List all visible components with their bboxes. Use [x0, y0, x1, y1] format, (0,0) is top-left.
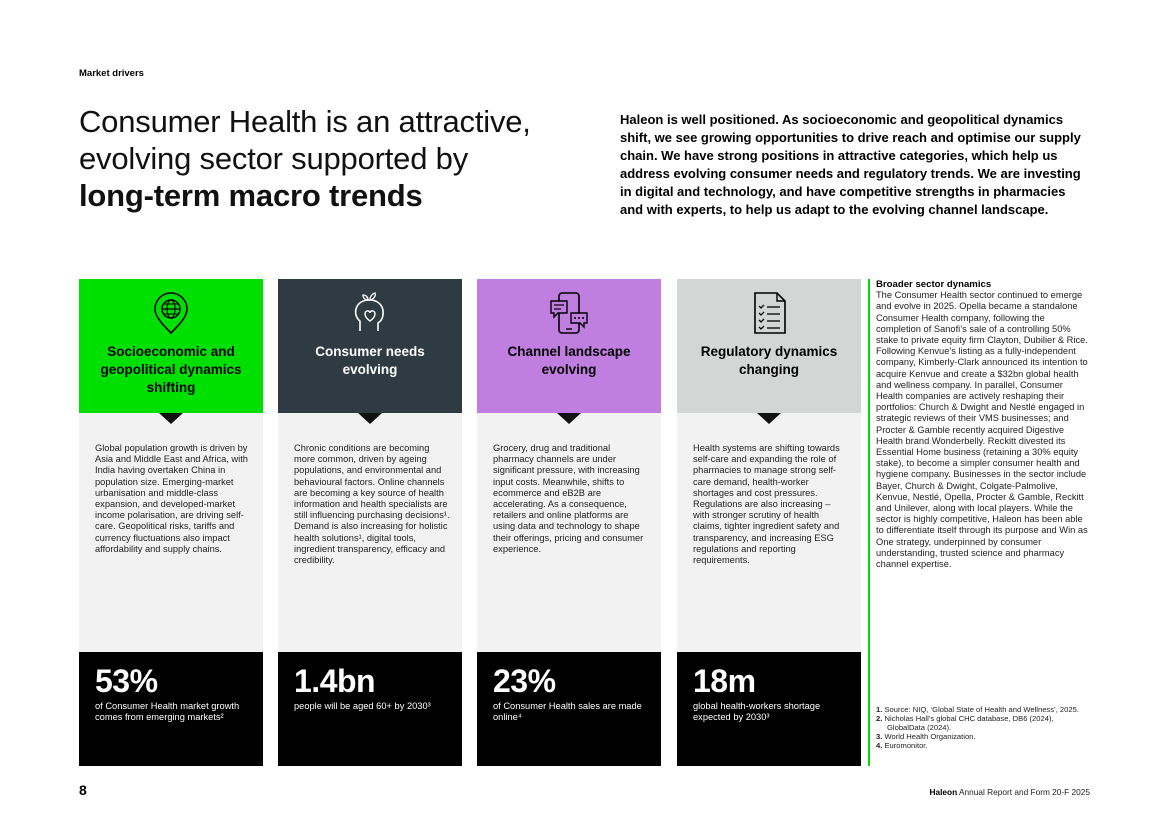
page-number: 8 [79, 782, 87, 798]
stat-caption: of Consumer Health market growth comes from emerging markets² [95, 701, 240, 723]
footnotes-list [876, 705, 1092, 750]
stat-box [677, 652, 861, 766]
down-arrow-marker [358, 413, 382, 424]
stat-box [79, 652, 263, 766]
broader-sector-sidebar [876, 279, 1092, 570]
stat-caption: of Consumer Health sales are made online⁴ [493, 701, 642, 723]
footer-doc-title: Annual Report and Form 20-F 2025 [959, 787, 1090, 797]
sidebar-title: Broader sector dynamics [876, 279, 992, 290]
driver-card-title: Channel landscape evolving [507, 344, 631, 377]
page-headline [79, 103, 599, 214]
globe-pin-icon [151, 291, 191, 335]
stat-value: 53% [95, 663, 158, 699]
stat-value: 18m [693, 663, 756, 699]
down-arrow-marker [159, 413, 183, 424]
sidebar-divider [868, 279, 870, 766]
stat-caption: global health-workers shortage expected by 2030³ [693, 701, 821, 723]
driver-card-title: Consumer needs evolving [315, 344, 425, 377]
section-label: Market drivers [79, 68, 144, 79]
driver-card-body: Grocery, drug and traditional pharmacy channels are under significant pressure, with increasing input costs. Meanwhile, shifts to ecommerce and eB2B are accelerating. As a consequence, retailers and online platforms are using data and technology to shape their offerings, pricing and consumer experience. [493, 443, 644, 554]
footnote-item: 2. Nicholas Hall’s global CHC database, DB6 (2024), GlobalData (2024). [876, 714, 1054, 732]
headline-bold: long-term macro trends [79, 178, 423, 213]
driver-card-title: Socioeconomic and geopolitical dynamics shifting [100, 344, 242, 395]
driver-card-channel-landscape [477, 279, 661, 766]
down-arrow-marker [757, 413, 781, 424]
sidebar-body: The Consumer Health sector continued to emerge and evolve in 2025. Opella became a standalone Consumer Health company, following the completion of Sanofi’s sale of a controlling 50% stake to private equity firm Clayton, Dubilier & Rice. Following Kenvue’s listing as a fully-independent company, Kimberly-Clark announced its intention to acquire Kenvue and create a $32bn global health and wellness company. In parallel, Consumer Health companies are actively reshaping their portfolios: Church & Dwight and Nestlé engaged in strategic reviews of their VMS businesses; and Procter & Gamble recently acquired Digestive Health brand Wonderbelly. Reckitt divested its Essential Home business (retaining a 30% equity stake), to become a simpler consumer health and hygiene company. Businesses in the sector include Bayer, Church & Dwight, Colgate-Palmolive, Kenvue, Nestlé, Opella, Procter & Gamble, Reckitt and Unilever, along with local players. While the sector is highly competitive, Haleon has been able to differentiate itself through its purpose and Win as One strategy, underpinned by consumer understanding, trusted science and pharmacy channel expertise. [876, 290, 1088, 570]
driver-card-consumer-needs [278, 279, 462, 766]
stat-value: 1.4bn [294, 663, 376, 699]
footnote-item: 4. Euromonitor. [876, 741, 928, 750]
footnote-item: 1. Source: NIQ, ‘Global State of Health and Wellness’, 2025. [876, 705, 1079, 714]
stat-caption: people will be aged 60+ by 2030³ [294, 701, 431, 711]
driver-card-regulatory [677, 279, 861, 766]
head-leaf-heart-icon [350, 291, 390, 335]
driver-card-socioeconomic [79, 279, 263, 766]
driver-card-body: Chronic conditions are becoming more common, driven by ageing populations, and environmental and behavioural factors. Online channels are becoming a key source of health information and health specialists are still influencing purchasing decisions¹. Demand is also increasing for holistic health solutions¹, digital tools, ingredient transparency, efficacy and credibility. [294, 443, 450, 566]
driver-card-header [677, 279, 861, 413]
stat-box [278, 652, 462, 766]
driver-card-body: Health systems are shifting towards self-care and expanding the role of pharmacies to manage strong self-care demand, health-worker shortages and cost pressures. Regulations are also increasing – with stronger scrutiny of health claims, tighter ingredient safety and transparency, and increasing ESG regulations and reporting requirements. [693, 443, 840, 566]
intro-paragraph: Haleon is well positioned. As socioeconomic and geopolitical dynamics shift, we see growing opportunities to drive reach and optimise our supply chain. We have strong positions in attractive categories, which help us address evolving consumer needs and regulatory trends. We are investing in digital and technology, and have competitive strengths in pharmacies and with experts, to help us adapt to the evolving channel landscape. [620, 112, 1081, 217]
driver-card-header [477, 279, 661, 413]
driver-card-header [79, 279, 263, 413]
stat-box [477, 652, 661, 766]
footer-brand [929, 787, 1090, 797]
phone-chat-icon [549, 291, 589, 335]
footnote-item: 3. World Health Organization. [876, 732, 976, 741]
down-arrow-marker [557, 413, 581, 424]
stat-value: 23% [493, 663, 556, 699]
checklist-document-icon [749, 291, 789, 335]
headline-line-2: evolving sector supported by [79, 141, 469, 176]
driver-card-body: Global population growth is driven by Asia and Middle East and Africa, with India having overtaken China in population size. Emerging-market urbanisation and middle-class expansion, and developed-market income polarisation, are driving self-care. Geopolitical risks, tariffs and currency fluctuations also impact affordability and supply chains. [95, 443, 248, 554]
headline-line-1: Consumer Health is an attractive, [79, 104, 531, 139]
driver-card-header [278, 279, 462, 413]
driver-card-title: Regulatory dynamics changing [700, 344, 838, 377]
footer-brand-name: Haleon [929, 787, 958, 797]
